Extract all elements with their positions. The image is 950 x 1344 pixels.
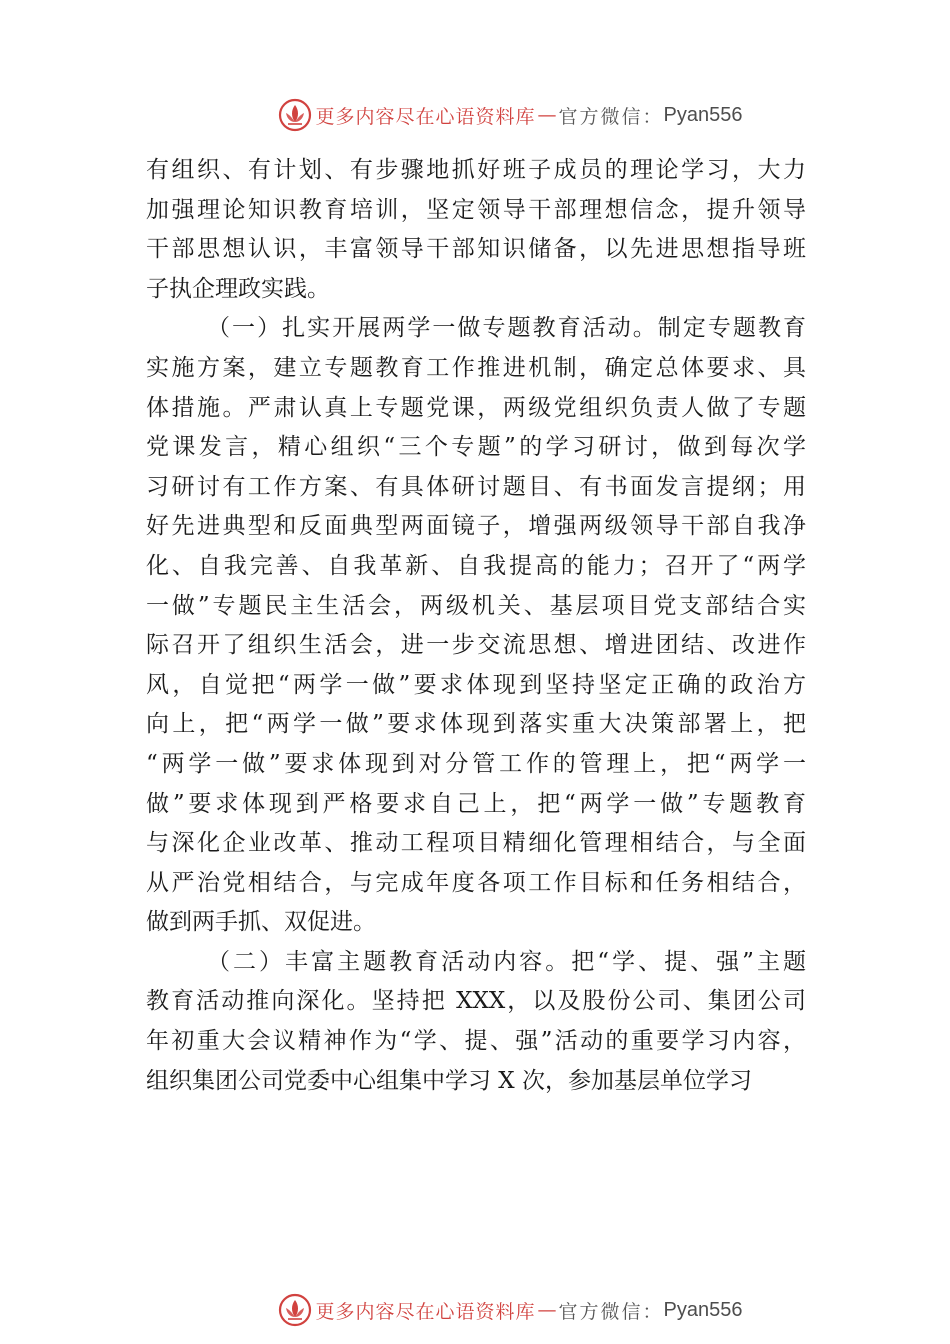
text-line: 加强理论知识教育培训，坚定领导干部理想信念，提升领导 [146, 196, 806, 223]
text-line: 干部思想认识，丰富领导干部知识储备，以先进思想指导班 [146, 236, 806, 263]
text-line: 向上，把“两学一做”要求体现到落实重大决策部署上，把 [146, 711, 806, 738]
text-line: 体措施。严肃认真上专题党课，两级党组织负责人做了专题 [146, 394, 806, 421]
text-line: 教育活动推向深化。坚持把 XXX，以及股份公司、集团公司 [146, 988, 806, 1015]
text-line: 风，自觉把“两学一做”要求体现到坚持坚定正确的政治方 [146, 671, 806, 698]
text-line: 从严治党相结合，与完成年度各项工作目标和任务相结合， [146, 869, 806, 896]
header-banner [0, 95, 950, 135]
text-line: 好先进典型和反面典型两面镜子，增强两级领导干部自我净 [146, 513, 806, 540]
banner-wechat-label: 官方微信： [558, 105, 664, 128]
banner-wechat-id: Pyan556 [663, 1298, 743, 1321]
lotus-logo-icon [278, 98, 312, 132]
document-body [146, 151, 806, 1101]
text-line: 党课发言，精心组织“三个专题”的学习研讨，做到每次学 [146, 434, 806, 461]
banner-wechat-label: 官方微信： [558, 1300, 664, 1323]
text-line: 做到两手抓、双促进。 [146, 909, 376, 936]
text-line: 组织集团公司党委中心组集中学习 X 次，参加基层单位学习 [146, 1067, 752, 1094]
footer-banner [0, 1290, 950, 1330]
banner-separator: — [537, 104, 557, 126]
text-line: 做”要求体现到严格要求自己上，把“两学一做”专题教育 [146, 790, 806, 817]
text-line: （一）扎实开展两学一做专题教育活动。制定专题教育 [207, 315, 806, 342]
text-line: 际召开了组织生活会，进一步交流思想、增进团结、改进作 [146, 632, 806, 659]
text-line: 一做”专题民主生活会，两级机关、基层项目党支部结合实 [146, 592, 806, 619]
text-line: 子执企理政实践。 [146, 275, 330, 302]
text-line: “两学一做”要求体现到对分管工作的管理上，把“两学一 [146, 750, 806, 777]
banner-separator: — [537, 1299, 557, 1321]
text-line: 实施方案，建立专题教育工作推进机制，确定总体要求、具 [146, 354, 806, 381]
text-line: 与深化企业改革、推动工程项目精细化管理相结合，与全面 [146, 830, 806, 857]
text-line: 习研讨有工作方案、有具体研讨题目、有书面发言提纲；用 [146, 473, 806, 500]
text-line: 有组织、有计划、有步骤地抓好班子成员的理论学习，大力 [146, 157, 806, 183]
text-line: （二）丰富主题教育活动内容。把“学、提、强”主题 [207, 948, 806, 975]
banner-wechat-id: Pyan556 [663, 103, 743, 126]
banner-site-text: 更多内容尽在心语资料库 [315, 105, 536, 128]
banner-site-text: 更多内容尽在心语资料库 [315, 1300, 536, 1323]
text-line: 化、自我完善、自我革新、自我提高的能力；召开了“两学 [146, 552, 806, 579]
text-line: 年初重大会议精神作为“学、提、强”活动的重要学习内容， [146, 1028, 806, 1055]
lotus-logo-icon [278, 1293, 312, 1327]
